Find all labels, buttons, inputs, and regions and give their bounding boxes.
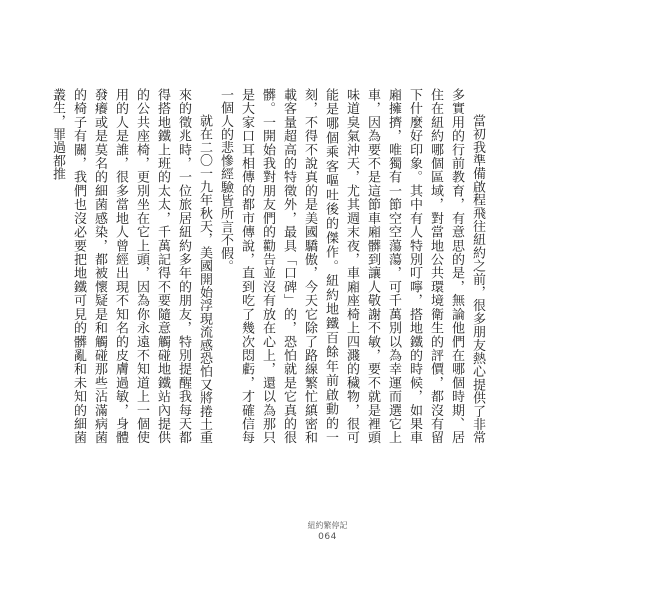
- page-footer: [0, 520, 655, 543]
- running-book-title: 紐約繁停記: [307, 521, 348, 530]
- paragraph-1: 當初我準備啟程飛往紐約之前，很多朋友熱心提供了非常多實用的行前教育，有意思的是，無論他們在哪個時期、居住在紐約哪個區域，對當地公共環境衛生的評價，都沒有留下什麼好印象。其中有人特別叮嚀，搭地鐵的時候，如果車廂擁擠，唯獨有一節空空蕩蕩，可千萬別以為幸運而選它上車，因為要不是這節車廂髒到讓人敬謝不敏，要不就是裡頭味道臭氣沖天，尤其週末夜，車廂座椅上四濺的穢物，很可能是哪個乘客嘔吐後的傑作。紐約地鐵百餘年前啟動的一刻，不得不說真的是美國驕傲，今天它除了路線繁忙縝密和載客量超高的特徵外，最具「口碑」的，恐怕就是它真的很髒。一開始我對朋友們的勸告並沒有放在心上，還以為那只是大家口耳相傳的都市傳說，直到吃了幾次悶虧，才確信每一個人的悲慘經驗皆所言不假。: [218, 88, 485, 444]
- page-number: 064: [318, 532, 337, 542]
- page-body-text: [50, 88, 488, 444]
- paragraph-2: 就在二〇一九年秋天，美國開始浮現流感恐怕又將捲土重來的徵兆時，一位旅居紐約多年的朋友，特別提醒我每天都得搭地鐵上班的太太，千萬記得不要隨意觸碰地鐵站內提供的公共座椅，更別坐在它上頭，因為你永遠不知道上一個使用的人是誰，很多當地人曾經出現不知名的皮膚過敏，身體發癢或是莫名的細菌感染，都被懷疑是和觸碰那些沾滿病菌的椅子有關，我們也沒必要把地鐵可見的髒亂和未知的細菌叢生，罪過都推: [50, 88, 212, 444]
